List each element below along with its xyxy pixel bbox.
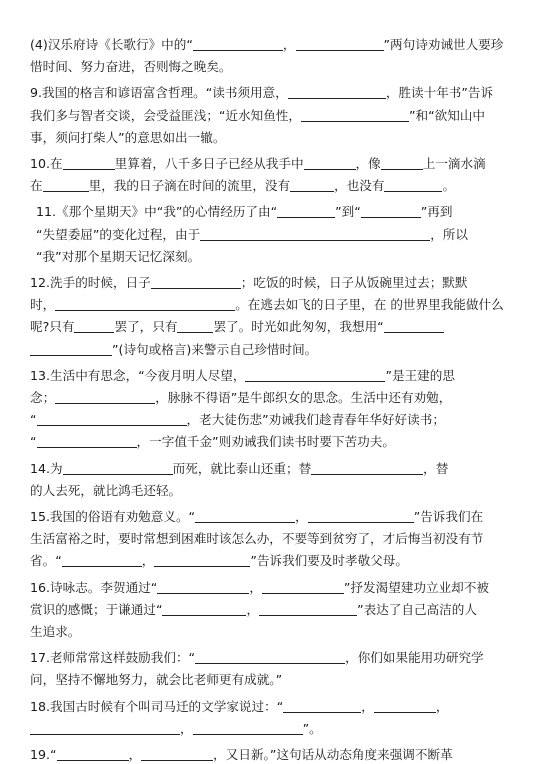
q15-text: 15.我国的俗语有劝勉意义。“ — [30, 509, 196, 524]
q19-text: ， — [128, 747, 142, 762]
q15-blank-3[interactable] — [62, 554, 142, 567]
q15-line-1 — [30, 508, 515, 525]
q15-line-3 — [30, 552, 515, 569]
q12-line-1 — [30, 274, 515, 291]
q10-text: ，也没有 — [334, 178, 385, 193]
q15-text: 省。“ — [30, 553, 62, 568]
q13-blank-3[interactable] — [37, 413, 187, 426]
q14-text: ，替 — [423, 461, 449, 476]
q19-line-1 — [30, 746, 515, 763]
q11-text: 11.《那个星期天》中“我”的心情经历了由“ — [36, 204, 278, 219]
q12-text: 呢?只有 — [30, 319, 75, 334]
q13-text: ”是王建的思 — [385, 368, 455, 383]
q17-line-1 — [30, 649, 515, 666]
q16-blank-4[interactable] — [259, 603, 357, 616]
q10-blank-5[interactable] — [290, 179, 334, 192]
q14-text: 的人去死，就比鸿毛还轻。 — [30, 483, 182, 498]
q12-text: ”(诗句或格言)来警示自己珍惜时间。 — [112, 342, 318, 357]
q9-text: ”和“欲知山中 — [409, 108, 486, 123]
q13-line-2 — [30, 389, 515, 406]
q10-text: ，像 — [355, 156, 381, 171]
q10-text: 。 — [442, 178, 456, 193]
q18-line-2 — [30, 720, 515, 737]
q4-text: ， — [282, 37, 296, 52]
q12-blank-1[interactable] — [151, 276, 241, 289]
q12-blank-4[interactable] — [177, 320, 213, 333]
q11-blank-3[interactable] — [200, 228, 430, 241]
q13-blank-2[interactable] — [55, 391, 155, 404]
q9-blank-2[interactable] — [301, 109, 409, 122]
q4-text: ”两句诗劝诫世人要珍 — [383, 37, 504, 52]
q15-line-2 — [30, 530, 515, 547]
q14-text: 14.为 — [30, 461, 63, 476]
q9-line-2 — [30, 107, 515, 124]
q10-blank-6[interactable] — [384, 179, 442, 192]
q11-text: ，所以 — [430, 227, 468, 242]
q16-text: ”抒发渴望建功立业却不被 — [343, 580, 489, 595]
q16-text: 生追求。 — [30, 624, 81, 639]
q15-text: ， — [141, 553, 155, 568]
q15-blank-2[interactable] — [308, 510, 414, 523]
q10-text: 在 — [30, 178, 43, 193]
q12-text: 罢了。时光如此匆匆，我想用“ — [213, 319, 384, 334]
q17-blank-1[interactable] — [195, 651, 345, 664]
q11-text: ”到“ — [335, 204, 361, 219]
q13-blank-4[interactable] — [37, 435, 137, 448]
q18-text: ， — [180, 721, 193, 736]
q16-line-2 — [30, 601, 515, 618]
q12-text: 时， — [30, 297, 56, 312]
q16-text: ”表达了自己高洁的人 — [357, 602, 477, 617]
q15-text: ”告诉我们要及时孝敬父母。 — [250, 553, 408, 568]
q18-text: ， — [361, 699, 374, 714]
q9-line-3 — [30, 129, 515, 146]
q4-text: 惜时间、努力奋进，否则悔之晚矣。 — [30, 59, 232, 74]
q13-text: “ — [30, 434, 37, 449]
q17-text: 17.老师常常这样鼓励我们：“ — [30, 650, 196, 665]
q13-text: ，老大徒伤悲”劝诫我们趁青春年华好好读书； — [186, 412, 445, 427]
q16-blank-3[interactable] — [162, 603, 246, 616]
q19-blank-1[interactable] — [57, 748, 129, 761]
q17-text: 问，坚持不懈地努力，就会比老师更有成就。” — [30, 672, 283, 687]
q15-blank-1[interactable] — [195, 510, 295, 523]
q14-blank-1[interactable] — [63, 462, 173, 475]
q4-blank-1[interactable] — [193, 38, 283, 51]
q12-text: ；吃饭的时候，日子从饭碗里过去；默默 — [240, 275, 468, 290]
q19-text: ，又日新。”这句话从动态角度来强调不断革 — [213, 747, 453, 762]
q13-line-3 — [30, 411, 515, 428]
q15-text: 生活富裕之时，要时常想到困难时该怎么办，不要等到贫穷了，才后悔当初没有节 — [30, 531, 484, 546]
q11-line-1 — [36, 203, 521, 220]
q10-text: 10.在 — [30, 156, 63, 171]
q10-text: 里算着，八千多日子已经从我手中 — [114, 156, 304, 171]
q16-line-1 — [30, 579, 515, 596]
q16-text: ， — [246, 602, 260, 617]
q9-text: 事，须问打柴人”的意思如出一辙。 — [30, 130, 226, 145]
q18-blank-1[interactable] — [283, 700, 361, 713]
q13-text: 13.生活中有思念，“今夜月明人尽望， — [30, 368, 246, 383]
q9-text: 9.我国的格言和谚语富含哲理。“读书须用意， — [30, 85, 288, 100]
q12-blank-2[interactable] — [55, 298, 235, 311]
q15-blank-4[interactable] — [154, 554, 250, 567]
q10-line-2 — [30, 177, 515, 194]
q11-blank-2[interactable] — [361, 205, 421, 218]
q17-text: ，你们如果能用功研究学 — [345, 650, 484, 665]
q10-blank-3[interactable] — [381, 157, 423, 170]
q18-blank-2[interactable] — [374, 700, 436, 713]
q16-text: 16.诗咏志。李贺通过“ — [30, 580, 158, 595]
q13-text: 念； — [30, 390, 56, 405]
q10-text: 上一滴水滴 — [422, 156, 486, 171]
q12-text: 12.洗手的时候，日子 — [30, 275, 151, 290]
q14-line-1 — [30, 460, 515, 477]
q13-blank-1[interactable] — [245, 369, 385, 382]
q11-line-3 — [36, 248, 521, 265]
q15-text: ”告诉我们在 — [413, 509, 484, 524]
q10-blank-1[interactable] — [63, 157, 115, 170]
q4-text: (4)汉乐府诗《长歌行》中的“ — [30, 37, 193, 52]
q13-line-1 — [30, 367, 515, 384]
q18-line-1 — [30, 698, 515, 715]
q9-line-1 — [30, 84, 515, 101]
q12-text: 罢了，只有 — [114, 319, 178, 334]
q16-text: 赏识的感慨；于谦通过“ — [30, 602, 163, 617]
q16-blank-1[interactable] — [157, 581, 249, 594]
q11-line-2 — [36, 226, 521, 243]
q18-text: ”。 — [302, 721, 322, 736]
q13-line-4 — [30, 433, 515, 450]
q12-line-4 — [30, 341, 515, 358]
q12-line-2 — [30, 296, 515, 313]
q12-blank-6[interactable] — [30, 343, 112, 356]
q19-blank-2[interactable] — [141, 748, 213, 761]
q4-line-2 — [30, 58, 515, 75]
q13-text: ，脉脉不得语”是牛郎织女的思念。生活中还有劝勉， — [155, 390, 452, 405]
q18-text: ， — [435, 699, 449, 714]
q10-text: 里，我的日子滴在时间的流里，没有 — [88, 178, 291, 193]
q13-text: ，一字值千金”则劝诫我们读书时要下苦功夫。 — [136, 434, 395, 449]
q18-blank-4[interactable] — [193, 722, 303, 735]
q14-blank-2[interactable] — [311, 462, 423, 475]
q11-text: “我”对那个星期天记忆深刻。 — [36, 249, 201, 264]
q18-text: 18.我国古时候有个叫司马迁的文学家说过：“ — [30, 699, 284, 714]
q15-text: ， — [295, 509, 308, 524]
q12-text: 。在逃去如飞的日子里，在 的世界里我能做什么 — [235, 297, 504, 312]
q11-text: ”再到 — [420, 204, 453, 219]
q14-line-2 — [30, 482, 515, 499]
q9-text: 我们多与智者交谈，会受益匪浅；“近水知鱼性， — [30, 108, 301, 123]
q9-text: ，胜读十年书”告诉 — [385, 85, 494, 100]
q11-blank-1[interactable] — [277, 205, 335, 218]
q16-text: ， — [249, 580, 262, 595]
q10-blank-2[interactable] — [304, 157, 356, 170]
q13-text: “ — [30, 412, 37, 427]
q4-blank-2[interactable] — [296, 38, 384, 51]
q12-blank-5[interactable] — [384, 320, 444, 333]
q12-line-3 — [30, 318, 515, 335]
q10-blank-4[interactable] — [43, 179, 89, 192]
q12-blank-3[interactable] — [74, 320, 114, 333]
q19-text: 19.“ — [30, 747, 57, 762]
q17-line-2 — [30, 671, 515, 688]
q14-text: 而死，就比泰山还重；替 — [172, 461, 312, 476]
q9-blank-1[interactable] — [288, 86, 386, 99]
q18-blank-3[interactable] — [30, 722, 180, 735]
q16-line-3 — [30, 623, 515, 640]
q11-text: “失望委屈”的变化过程，由于 — [36, 227, 201, 242]
q16-blank-2[interactable] — [262, 581, 344, 594]
q4-line-1 — [30, 36, 515, 53]
q10-line-1 — [30, 155, 515, 172]
